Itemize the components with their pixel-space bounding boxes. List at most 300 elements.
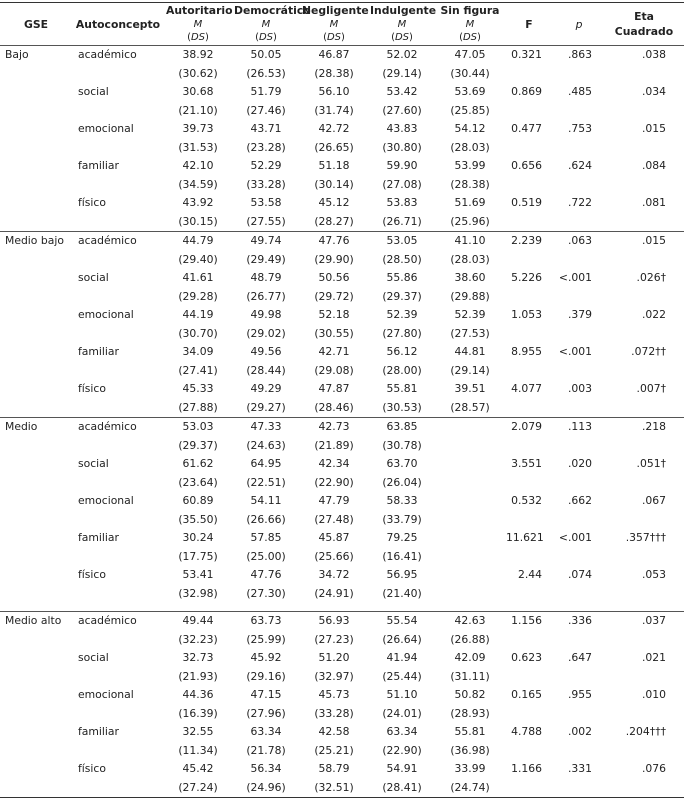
sd-cell: (16.41) — [382, 549, 422, 563]
f-cell: 1.166 — [511, 762, 542, 775]
p-cell: <.001 — [558, 531, 592, 544]
mean-cell: 51.69 — [454, 196, 486, 209]
p-cell — [554, 102, 604, 121]
mean-cell: 53.69 — [454, 85, 486, 98]
p-cell: .647 — [567, 651, 592, 664]
table-body — [0, 46, 684, 798]
mean-cell: 49.74 — [232, 232, 300, 251]
mean-cell: 55.86 — [386, 271, 418, 284]
mean-cell: 55.81 — [386, 382, 418, 395]
eta-cell — [604, 176, 684, 195]
p-cell: .863 — [554, 46, 604, 65]
eta-cell: .204††† — [625, 725, 666, 738]
gse-cell — [0, 686, 72, 705]
sd-cell: (26.53) — [246, 66, 286, 80]
mean-cell: 42.63 — [436, 612, 504, 631]
mean-cell: 47.05 — [436, 46, 504, 65]
autoconcepto-cell: social — [78, 457, 109, 470]
f-cell: 0.869 — [511, 85, 542, 98]
gse-cell — [0, 492, 72, 511]
mean-cell: 56.93 — [300, 612, 368, 631]
table-row — [0, 492, 684, 511]
gse-cell — [0, 631, 72, 650]
eta-cell — [604, 437, 684, 456]
autoconcepto-cell — [72, 437, 164, 456]
f-cell: 0.532 — [511, 494, 542, 507]
p-cell — [554, 362, 604, 381]
mean-cell: 52.29 — [250, 159, 282, 172]
autoconcepto-cell: físico — [78, 568, 106, 581]
mean-cell: 60.89 — [182, 494, 214, 507]
sd-cell: (29.27) — [246, 400, 286, 414]
sd-cell: (23.28) — [246, 140, 286, 154]
mean-cell: 38.92 — [164, 46, 232, 65]
eta-cell: .007† — [636, 382, 666, 395]
table-row — [0, 668, 684, 687]
table-row — [0, 83, 684, 102]
gse-cell: Medio bajo — [0, 232, 72, 251]
p-cell: .722 — [567, 196, 592, 209]
sd-cell: (28.57) — [450, 400, 490, 414]
autoconcepto-cell — [72, 399, 164, 418]
mean-cell: 44.81 — [454, 345, 486, 358]
table-row — [0, 139, 684, 158]
mean-cell: 63.70 — [386, 457, 418, 470]
mean-cell: 30.24 — [182, 531, 214, 544]
gse-cell — [0, 139, 72, 158]
f-cell — [504, 668, 554, 687]
mean-cell: 52.39 — [386, 308, 418, 321]
sd-cell: (27.41) — [178, 363, 218, 377]
header-ds: (DS) — [255, 32, 277, 43]
header-ds: (DS) — [391, 32, 413, 43]
sd-cell: (26.66) — [246, 512, 286, 526]
mean-cell: 41.61 — [182, 271, 214, 284]
sd-cell — [436, 474, 504, 493]
header-ds: (DS) — [323, 32, 345, 43]
eta-cell: .053 — [641, 568, 666, 581]
mean-cell: 33.99 — [454, 762, 486, 775]
f-cell: 4.788 — [511, 725, 542, 738]
sd-cell: (27.55) — [246, 214, 286, 228]
f-cell — [504, 742, 554, 761]
f-cell: 1.053 — [511, 308, 542, 321]
table-row — [0, 176, 684, 195]
table-row — [0, 511, 684, 530]
sd-cell: (11.34) — [178, 743, 218, 757]
gse-cell — [0, 102, 72, 121]
eta-cell — [604, 742, 684, 761]
sd-cell: (25.85) — [450, 103, 490, 117]
autoconcepto-cell: físico — [78, 196, 106, 209]
mean-cell: 50.82 — [454, 688, 486, 701]
mean-cell: 30.68 — [182, 85, 214, 98]
autoconcepto-cell: familiar — [78, 345, 119, 358]
header-f: F — [525, 17, 533, 31]
eta-cell — [604, 362, 684, 381]
sd-cell: (28.44) — [246, 363, 286, 377]
table-row — [0, 760, 684, 779]
mean-cell — [436, 566, 504, 585]
sd-cell: (29.37) — [382, 289, 422, 303]
eta-cell — [604, 399, 684, 418]
f-cell — [504, 585, 554, 604]
sd-cell: (27.30) — [246, 586, 286, 600]
p-cell: .074 — [567, 568, 592, 581]
mean-cell — [436, 455, 504, 474]
sd-cell: (30.80) — [382, 140, 422, 154]
mean-cell: 58.33 — [386, 494, 418, 507]
sd-cell: (28.03) — [450, 140, 490, 154]
mean-cell: 58.79 — [318, 762, 350, 775]
gse-cell — [0, 668, 72, 687]
sd-cell: (27.46) — [246, 103, 286, 117]
p-cell: .113 — [554, 418, 604, 437]
p-cell: .753 — [567, 122, 592, 135]
autoconcepto-cell — [72, 631, 164, 650]
table-row — [0, 612, 684, 631]
sd-cell: (29.02) — [246, 326, 286, 340]
f-cell — [504, 362, 554, 381]
mean-cell: 53.99 — [454, 159, 486, 172]
p-cell — [554, 251, 604, 270]
gse-cell — [0, 649, 72, 668]
mean-cell: 42.73 — [300, 418, 368, 437]
p-cell: .063 — [554, 232, 604, 251]
sd-cell: (28.27) — [314, 214, 354, 228]
mean-cell: 53.41 — [182, 568, 214, 581]
autoconcepto-cell: académico — [72, 612, 164, 631]
eta-cell — [604, 251, 684, 270]
autoconcepto-cell: familiar — [78, 725, 119, 738]
gse-cell — [0, 380, 72, 399]
sd-cell: (29.14) — [450, 363, 490, 377]
mean-cell: 42.71 — [318, 345, 350, 358]
p-cell: .955 — [567, 688, 592, 701]
gse-cell — [0, 511, 72, 530]
sd-cell: (32.98) — [178, 586, 218, 600]
gse-cell — [0, 399, 72, 418]
gse-cell — [0, 194, 72, 213]
gse-cell — [0, 437, 72, 456]
sd-cell: (29.49) — [246, 252, 286, 266]
eta-cell — [604, 474, 684, 493]
sd-cell: (29.14) — [382, 66, 422, 80]
sd-cell: (26.04) — [382, 475, 422, 489]
f-cell — [504, 437, 554, 456]
header-m: M — [193, 19, 203, 30]
mean-cell: 63.73 — [232, 612, 300, 631]
table-row — [0, 437, 684, 456]
f-cell: 8.955 — [511, 345, 542, 358]
f-cell — [504, 631, 554, 650]
p-cell: <.001 — [558, 271, 592, 284]
sd-cell: (25.99) — [246, 632, 286, 646]
mean-cell: 43.92 — [182, 196, 214, 209]
p-cell: .485 — [567, 85, 592, 98]
mean-cell: 41.94 — [386, 651, 418, 664]
table-row — [0, 742, 684, 761]
mean-cell: 47.79 — [318, 494, 350, 507]
table-row — [0, 65, 684, 84]
mean-cell: 42.10 — [182, 159, 214, 172]
autoconcepto-cell — [72, 668, 164, 687]
table-row — [0, 325, 684, 344]
eta-cell — [604, 139, 684, 158]
mean-cell: 51.20 — [318, 651, 350, 664]
eta-cell — [604, 325, 684, 344]
mean-cell: 47.15 — [250, 688, 282, 701]
mean-cell: 38.60 — [454, 271, 486, 284]
f-cell — [504, 102, 554, 121]
p-cell: .020 — [567, 457, 592, 470]
sd-cell: (29.37) — [178, 438, 218, 452]
sd-cell: (25.44) — [382, 669, 422, 683]
p-cell — [554, 631, 604, 650]
mean-cell: 32.55 — [182, 725, 214, 738]
mean-cell: 56.95 — [386, 568, 418, 581]
sd-cell: (25.00) — [246, 549, 286, 563]
gse-cell — [0, 65, 72, 84]
sd-cell: (25.21) — [314, 743, 354, 757]
autoconcepto-cell — [72, 779, 164, 798]
sd-cell: (21.10) — [178, 103, 218, 117]
autoconcepto-cell — [72, 102, 164, 121]
gse-cell — [0, 474, 72, 493]
table-header — [0, 3, 684, 46]
table-row — [0, 288, 684, 307]
f-cell: 0.477 — [511, 122, 542, 135]
table-row — [0, 418, 684, 437]
eta-cell — [604, 65, 684, 84]
autoconcepto-cell: académico — [72, 232, 164, 251]
sd-cell: (29.08) — [314, 363, 354, 377]
mean-cell: 53.03 — [164, 418, 232, 437]
sd-cell: (28.93) — [450, 706, 490, 720]
sd-cell: (28.38) — [450, 177, 490, 191]
mean-cell: 61.62 — [182, 457, 214, 470]
p-cell: .379 — [567, 308, 592, 321]
mean-cell: 47.87 — [318, 382, 350, 395]
f-cell: 5.226 — [511, 271, 542, 284]
header-style: Indulgente — [370, 4, 437, 17]
gse-cell — [0, 269, 72, 288]
mean-cell: 45.42 — [182, 762, 214, 775]
sd-cell — [436, 511, 504, 530]
p-cell — [554, 668, 604, 687]
mean-cell: 42.72 — [318, 122, 350, 135]
eta-cell: .357††† — [625, 531, 666, 544]
p-cell — [554, 139, 604, 158]
mean-cell: 54.91 — [386, 762, 418, 775]
sd-cell: (27.08) — [382, 177, 422, 191]
mean-cell: 34.09 — [182, 345, 214, 358]
gse-cell — [0, 362, 72, 381]
autoconcepto-cell — [72, 585, 164, 604]
autoconcepto-cell — [72, 325, 164, 344]
table-row — [0, 705, 684, 724]
sd-cell: (27.80) — [382, 326, 422, 340]
sd-cell: (30.15) — [178, 214, 218, 228]
mean-cell: 44.36 — [182, 688, 214, 701]
mean-cell: 50.56 — [318, 271, 350, 284]
autoconcepto-cell — [72, 742, 164, 761]
gse-cell — [0, 585, 72, 604]
f-cell — [504, 251, 554, 270]
f-cell: 2.079 — [504, 418, 554, 437]
header-style: Democrático — [234, 4, 311, 17]
mean-cell: 59.90 — [386, 159, 418, 172]
sd-cell: (31.11) — [450, 669, 490, 683]
sd-cell: (17.75) — [178, 549, 218, 563]
gse-cell — [0, 566, 72, 585]
mean-cell: 44.19 — [182, 308, 214, 321]
f-cell: 3.551 — [511, 457, 542, 470]
mean-cell: 47.33 — [232, 418, 300, 437]
mean-cell: 63.85 — [368, 418, 436, 437]
autoconcepto-cell — [72, 548, 164, 567]
table-row — [0, 631, 684, 650]
header-m: M — [465, 19, 475, 30]
mean-cell: 63.34 — [250, 725, 282, 738]
mean-cell: 53.42 — [386, 85, 418, 98]
eta-cell — [604, 511, 684, 530]
p-cell — [554, 779, 604, 798]
header-ds: (DS) — [459, 32, 481, 43]
autoconcepto-cell — [72, 288, 164, 307]
sd-cell: (28.41) — [368, 779, 436, 798]
mean-cell: 55.54 — [368, 612, 436, 631]
gse-cell — [0, 723, 72, 742]
mean-cell: 54.11 — [250, 494, 282, 507]
f-cell — [504, 548, 554, 567]
eta-cell: .081 — [641, 196, 666, 209]
autoconcepto-cell: académico — [72, 46, 164, 65]
sd-cell: (28.46) — [314, 400, 354, 414]
f-cell: 11.621 — [506, 531, 544, 544]
mean-cell: 45.12 — [318, 196, 350, 209]
p-cell — [554, 325, 604, 344]
sd-cell: (26.88) — [450, 632, 490, 646]
sd-cell: (22.51) — [246, 475, 286, 489]
autoconcepto-cell — [72, 511, 164, 530]
mean-cell: 45.87 — [318, 531, 350, 544]
f-cell — [504, 399, 554, 418]
sd-cell: (31.74) — [314, 103, 354, 117]
mean-cell: 42.09 — [454, 651, 486, 664]
gse-cell: Medio alto — [0, 612, 72, 631]
eta-cell — [604, 548, 684, 567]
p-cell — [554, 474, 604, 493]
sd-cell: (32.51) — [300, 779, 368, 798]
table-row — [0, 585, 684, 604]
p-cell — [554, 399, 604, 418]
mean-cell: 42.34 — [318, 457, 350, 470]
spacer-cell — [0, 603, 684, 612]
gse-cell — [0, 176, 72, 195]
gse-cell — [0, 455, 72, 474]
autoconcepto-cell — [72, 176, 164, 195]
mean-cell: 34.72 — [318, 568, 350, 581]
autoconcepto-cell — [72, 362, 164, 381]
eta-cell: .021 — [641, 651, 666, 664]
mean-cell: 45.92 — [250, 651, 282, 664]
sd-cell: (25.66) — [314, 549, 354, 563]
mean-cell — [436, 529, 504, 548]
gse-cell: Medio — [0, 418, 72, 437]
autoconcepto-cell — [72, 705, 164, 724]
table-row — [0, 46, 684, 65]
header-m: M — [261, 19, 271, 30]
sd-cell: (24.74) — [436, 779, 504, 798]
mean-cell: 45.33 — [182, 382, 214, 395]
p-cell: .624 — [567, 159, 592, 172]
eta-cell: .076 — [641, 762, 666, 775]
p-cell: <.001 — [558, 345, 592, 358]
f-cell — [504, 705, 554, 724]
gse-cell — [0, 343, 72, 362]
sd-cell: (26.65) — [314, 140, 354, 154]
mean-cell: 56.10 — [318, 85, 350, 98]
eta-cell — [604, 779, 684, 798]
autoconcepto-cell: físico — [78, 382, 106, 395]
sd-cell: (29.16) — [246, 669, 286, 683]
mean-cell: 63.34 — [386, 725, 418, 738]
sd-cell: (26.71) — [382, 214, 422, 228]
sd-cell: (26.77) — [246, 289, 286, 303]
gse-cell — [0, 742, 72, 761]
gse-cell — [0, 251, 72, 270]
f-cell — [504, 176, 554, 195]
autoconcepto-cell — [72, 213, 164, 232]
sd-cell: (25.96) — [450, 214, 490, 228]
f-cell: 0.519 — [511, 196, 542, 209]
table-row — [0, 529, 684, 548]
table-row — [0, 120, 684, 139]
mean-cell: 57.85 — [250, 531, 282, 544]
sd-cell: (30.78) — [382, 438, 422, 452]
autoconcepto-cell: emocional — [78, 688, 134, 701]
sd-cell: (32.23) — [178, 632, 218, 646]
table-row — [0, 232, 684, 251]
eta-cell: .026† — [636, 271, 666, 284]
autoconcepto-cell — [72, 65, 164, 84]
header-autoconcepto: Autoconcepto — [75, 17, 161, 31]
mean-cell: 51.10 — [386, 688, 418, 701]
f-cell — [504, 474, 554, 493]
f-cell: 0.165 — [511, 688, 542, 701]
mean-cell: 56.12 — [386, 345, 418, 358]
header-p: p — [575, 17, 583, 31]
table-row — [0, 102, 684, 121]
gse-cell — [0, 306, 72, 325]
table-row — [0, 213, 684, 232]
autoconcepto-cell: social — [78, 651, 109, 664]
sd-cell: (33.79) — [382, 512, 422, 526]
mean-cell: 42.58 — [318, 725, 350, 738]
header-m: M — [329, 19, 339, 30]
sd-cell: (27.23) — [314, 632, 354, 646]
sd-cell: (30.44) — [450, 66, 490, 80]
f-cell: 1.156 — [504, 612, 554, 631]
sd-cell: (36.98) — [450, 743, 490, 757]
table-row — [0, 157, 684, 176]
sd-cell: (30.55) — [314, 326, 354, 340]
eta-cell: .084 — [641, 159, 666, 172]
sd-cell — [436, 548, 504, 567]
eta-cell: .037 — [604, 612, 684, 631]
gse-cell — [0, 83, 72, 102]
